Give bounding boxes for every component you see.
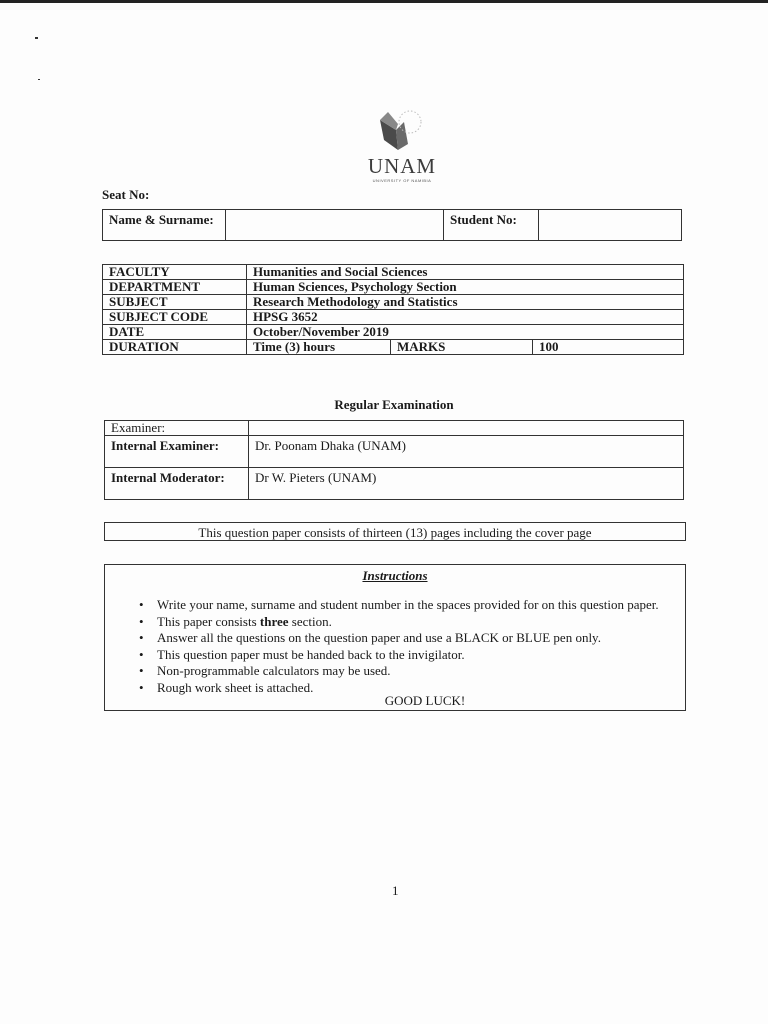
instruction-item: • Rough work sheet is attached. xyxy=(139,680,659,697)
scan-top-edge xyxy=(0,0,768,3)
internal-moderator-label: Internal Moderator: xyxy=(105,468,249,500)
exam-type-heading: Regular Examination xyxy=(334,397,454,412)
exam-info-table xyxy=(102,264,684,355)
instruction-item: • This question paper must be handed back to the invigilator. xyxy=(139,647,659,664)
seat-no-label: Seat No: xyxy=(102,187,150,202)
student-no-label: Student No: xyxy=(444,210,539,241)
instructions-list xyxy=(139,597,659,696)
examiner-label: Examiner: xyxy=(105,421,249,436)
name-surname-label: Name & Surname: xyxy=(103,210,226,241)
info-row xyxy=(103,265,684,280)
internal-moderator-value: Dr W. Pieters (UNAM) xyxy=(249,468,684,500)
info-row xyxy=(103,280,684,295)
good-luck-text: GOOD LUCK! xyxy=(384,693,466,708)
candidate-table xyxy=(102,209,682,241)
info-label: DEPARTMENT xyxy=(103,280,247,295)
logo-text: UNAM xyxy=(367,154,437,178)
info-value: Research Methodology and Statistics xyxy=(247,295,684,310)
marks-value: 100 xyxy=(533,340,684,355)
student-no-field[interactable] xyxy=(539,210,682,241)
logo-subtext: UNIVERSITY OF NAMIBIA xyxy=(372,178,432,183)
instruction-item: • Write your name, surname and student number in the spaces provided for on this question paper. xyxy=(139,597,659,614)
info-label: FACULTY xyxy=(103,265,247,280)
instructions-box xyxy=(104,564,686,711)
info-value: Human Sciences, Psychology Section xyxy=(247,280,684,295)
info-row xyxy=(103,295,684,310)
info-value: October/November 2019 xyxy=(247,325,684,340)
info-label: SUBJECT xyxy=(103,295,247,310)
info-label: SUBJECT CODE xyxy=(103,310,247,325)
info-row xyxy=(103,310,684,325)
info-value: HPSG 3652 xyxy=(247,310,684,325)
info-label: DATE xyxy=(103,325,247,340)
instruction-item: • Non-programmable calculators may be used. xyxy=(139,663,659,680)
page-number: 1 xyxy=(392,883,399,898)
scan-speck xyxy=(38,79,40,80)
internal-examiner-label: Internal Examiner: xyxy=(105,436,249,468)
name-surname-field[interactable] xyxy=(226,210,444,241)
info-row xyxy=(103,340,684,355)
instructions-title: Instructions xyxy=(362,568,428,583)
examiner-value xyxy=(249,421,684,436)
book-emblem-icon xyxy=(376,108,428,152)
duration-value: Time (3) hours xyxy=(247,340,391,355)
instruction-item: • Answer all the questions on the question paper and use a BLACK or BLUE pen only. xyxy=(139,630,659,647)
scan-speck xyxy=(35,37,38,39)
unam-logo xyxy=(360,108,444,182)
info-value: Humanities and Social Sciences xyxy=(247,265,684,280)
pages-note: This question paper consists of thirteen (13) pages including the cover page xyxy=(104,522,686,541)
internal-examiner-value: Dr. Poonam Dhaka (UNAM) xyxy=(249,436,684,468)
marks-label: MARKS xyxy=(391,340,533,355)
instruction-item: • This paper consists three section. xyxy=(139,614,659,631)
duration-label: DURATION xyxy=(103,340,247,355)
info-row xyxy=(103,325,684,340)
examiners-table xyxy=(104,420,684,500)
